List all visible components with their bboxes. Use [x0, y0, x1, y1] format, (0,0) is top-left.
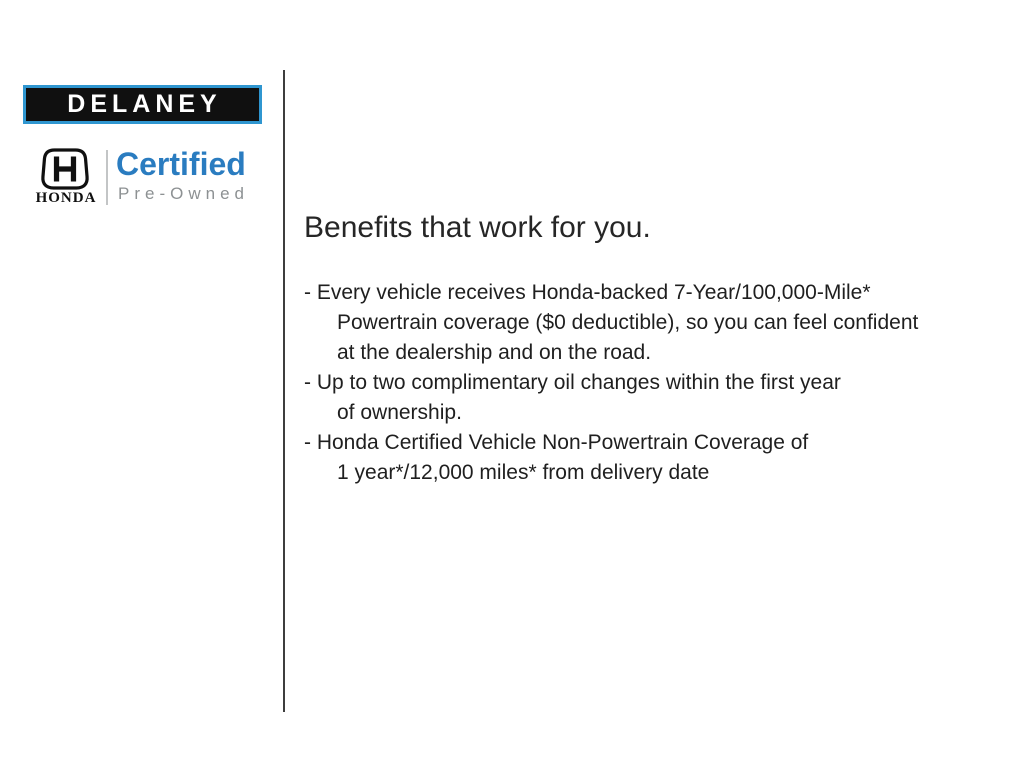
delaney-logo-text: DELANEY [67, 90, 222, 118]
vertical-divider [283, 70, 285, 712]
lockup-divider [106, 150, 108, 205]
benefit-line: Powertrain coverage ($0 deductible), so you can feel confident [337, 311, 919, 334]
benefit-line: of ownership. [337, 401, 462, 424]
benefit-item [304, 428, 1020, 488]
pre-owned-label: Pre-Owned [118, 184, 249, 203]
delaney-logo [23, 85, 262, 124]
benefit-item [304, 278, 1020, 368]
benefit-line: - Every vehicle receives Honda-backed 7-Year/100,000-Mile* [304, 281, 871, 304]
page-title: Benefits that work for you. [304, 211, 651, 244]
benefit-line: at the dealership and on the road. [337, 341, 652, 364]
benefit-item [304, 368, 1020, 428]
benefit-line: - Honda Certified Vehicle Non-Powertrain Coverage of [304, 431, 809, 454]
honda-h-icon [38, 148, 92, 190]
certified-label: Certified [116, 146, 246, 182]
benefit-line: 1 year*/12,000 miles* from delivery date [337, 461, 710, 484]
benefit-line: - Up to two complimentary oil changes within the first year [304, 371, 841, 394]
benefits-list [304, 278, 1020, 488]
honda-wordmark: HONDA [35, 190, 97, 206]
